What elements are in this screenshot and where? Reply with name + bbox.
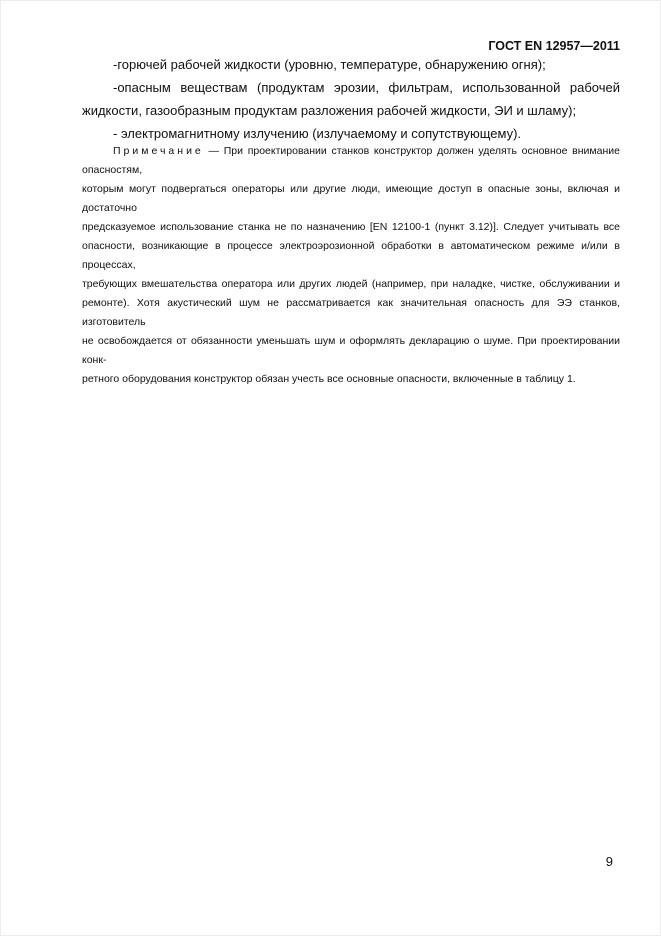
note-line: не освобождается от обязанности уменьшать шум и оформлять декларацию о шуме. При проектировании конк- <box>82 335 620 366</box>
hazard-list <box>82 53 620 145</box>
note-line <box>82 142 620 180</box>
note-label: Примечание <box>113 145 204 157</box>
note-line: ремонте). Хотя акустический шум не рассматривается как значительная опасность для ЭЭ станков, изготовитель <box>82 297 620 328</box>
note-line: предсказуемое использование станка не по назначению [EN 12100-1 (пункт 3.12)]. Следует учитывать все <box>82 221 620 233</box>
note-dash: — <box>208 145 219 157</box>
note-line: требующих вмешательства оператора или других людей (например, при наладке, чистке, обслуживании и <box>82 278 620 290</box>
note-line: ретного оборудования конструктор обязан учесть все основные опасности, включенные в таблицу 1. <box>82 373 576 385</box>
page-content <box>82 1 620 389</box>
list-item-line: - электромагнитному излучению (излучаемому и сопутствующему). <box>113 126 522 141</box>
list-item-line: -опасным веществам (продуктам эрозии, фильтрам, использованной рабочей <box>113 80 620 95</box>
note-first-line-text: При проектировании станков конструктор должен уделять основное внимание опасностям, <box>82 145 620 176</box>
page-header: ГОСТ EN 12957—2011 <box>488 39 620 53</box>
page-number: 9 <box>605 854 613 869</box>
note-line: которым могут подвергаться операторы или другие люди, имеющие доступ в опасные зоны, включая и достаточно <box>82 183 620 214</box>
list-item-line: -горючей рабочей жидкости (уровню, температуре, обнаружению огня); <box>113 57 546 72</box>
note-line: опасности, возникающие в процессе электроэрозионной обработки в автоматическом режиме и/или в процессах, <box>82 240 620 271</box>
note-paragraph <box>82 142 620 389</box>
list-item-line: жидкости, газообразным продуктам разложения рабочей жидкости, ЭИ и шламу); <box>82 103 577 118</box>
